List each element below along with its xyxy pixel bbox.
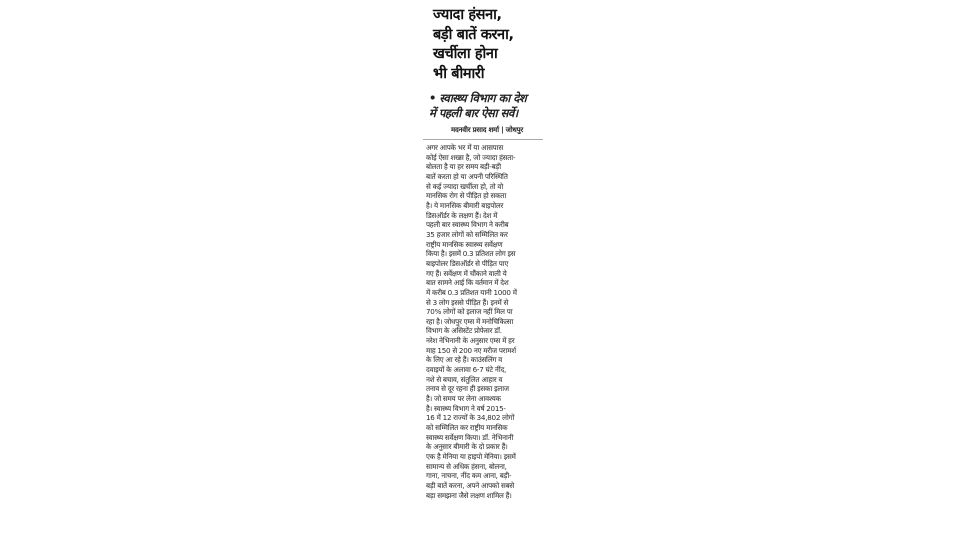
body-line: एक है मेनिया या हाइपो मेनिया। इसमें — [426, 452, 516, 461]
newspaper-clipping — [423, 0, 545, 545]
body-line: के लिए आ रहे हैं। काउंसलिंग व — [426, 355, 503, 365]
body-line: 16 में 12 राज्यों के 34,802 लोगों — [426, 413, 515, 423]
subheadline-text: स्वास्थ्य विभाग का देश — [439, 91, 527, 105]
body-line: स्वास्थ्य सर्वेक्षण किया। डॉ. नेभिनानी — [426, 432, 514, 442]
article-byline: मदनवीर प्रसाद शर्मा | जोधपुर — [451, 126, 524, 134]
body-line: है। ये मानसिक बीमारी बाइपोलर — [426, 200, 504, 210]
body-line: डिसऑर्डर के लक्षण हैं। देश में — [426, 210, 498, 220]
body-line: गाना, नाचना, नींद कम आना, बड़ी- — [426, 471, 512, 481]
body-line: गए हैं। सर्वेक्षण में चौंकाने वाली ये — [426, 268, 507, 278]
body-line: 35 हजार लोगों को सम्मिलित कर — [426, 229, 508, 239]
article-headline — [433, 6, 545, 84]
headline-line: ज्यादा हंसना, — [433, 7, 502, 23]
divider — [423, 139, 543, 140]
body-line: नरेश नेभिनानी के अनुसार एम्स में हर — [426, 336, 515, 346]
body-line: बात सामने आई कि वर्तमान में देश — [426, 278, 509, 288]
headline-line: भी बीमारी — [433, 65, 485, 82]
body-line: 70% लोगों को इलाज नहीं मिल पा — [426, 307, 513, 317]
body-line: अगर आपके भर में या आसपास — [426, 143, 503, 152]
body-line: है। जो समय पर लेना आवश्यक — [426, 394, 501, 404]
body-line: मानसिक रोग से पीड़ित हो सकता — [426, 191, 506, 201]
body-line: बाइपोलर डिसऑर्डर से पीड़ित पाए — [426, 258, 509, 268]
subheadline-line: में पहली बार ऐसा सर्वे। — [429, 105, 518, 120]
body-line: राष्ट्रीय मानसिक स्वास्थ्य सर्वेक्षण — [426, 239, 503, 249]
body-line: बड़ी बातें करना, अपने आपको सबसे — [426, 480, 514, 490]
body-line: से 3 लोग इससे पीड़ित हैं। इनमें से — [426, 297, 509, 307]
body-line: रहा है। जोधपुर एम्स में मनोचिकित्सा — [426, 316, 514, 326]
body-line: बड़ा समझना जैसे लक्षण शामिल हैं। — [426, 490, 512, 500]
article-subheadline — [429, 91, 545, 120]
body-line: बातें करता हो या अपनी परिस्थिति — [426, 171, 508, 181]
body-line: है। स्वास्थ्य विभाग ने वर्ष 2015- — [426, 403, 506, 413]
headline-line: बड़ी बातें करना, — [433, 26, 514, 43]
body-line: विभाग के असिस्टेंट प्रोफेसर डॉ. — [426, 326, 502, 336]
body-line: दवाइयों के अलावा 6-7 घंटे नींद, — [426, 365, 507, 375]
body-line: किया है। इसमें 0.3 प्रतिशत लोग इस — [426, 249, 516, 259]
body-line: बोलता है या हर समय बड़ी-बड़ी — [426, 162, 501, 172]
body-line: तनाव से दूर रहना ही इसका इलाज — [426, 384, 509, 394]
subheadline-line — [429, 91, 545, 106]
body-line: पहली बार स्वास्थ्य विभाग ने करीब — [426, 220, 509, 230]
headline-line: खर्चीला होना — [433, 46, 498, 62]
body-line: से कई ज्यादा खर्चीला हो, तो वो — [426, 181, 503, 191]
body-line: सामान्य से अधिक हंसना, बोलना, — [426, 461, 507, 471]
body-line: कोई ऐसा शख्स है, जो ज्यादा हंसता- — [426, 152, 516, 162]
body-line: के अनुसार बीमारी के दो प्रकार हैं। — [426, 442, 508, 452]
body-line: नशे से बचाव, संतुलित आहार व — [426, 374, 503, 384]
body-line: को सम्मिलित कर राष्ट्रीय मानसिक — [426, 423, 508, 433]
article-body — [426, 143, 543, 500]
body-line: माह 150 से 200 नए मरीज परामर्श — [426, 345, 516, 355]
body-line: में करीब 0.3 प्रतिशत यानी 1000 में — [426, 287, 517, 297]
bullet-icon: • — [429, 91, 436, 105]
